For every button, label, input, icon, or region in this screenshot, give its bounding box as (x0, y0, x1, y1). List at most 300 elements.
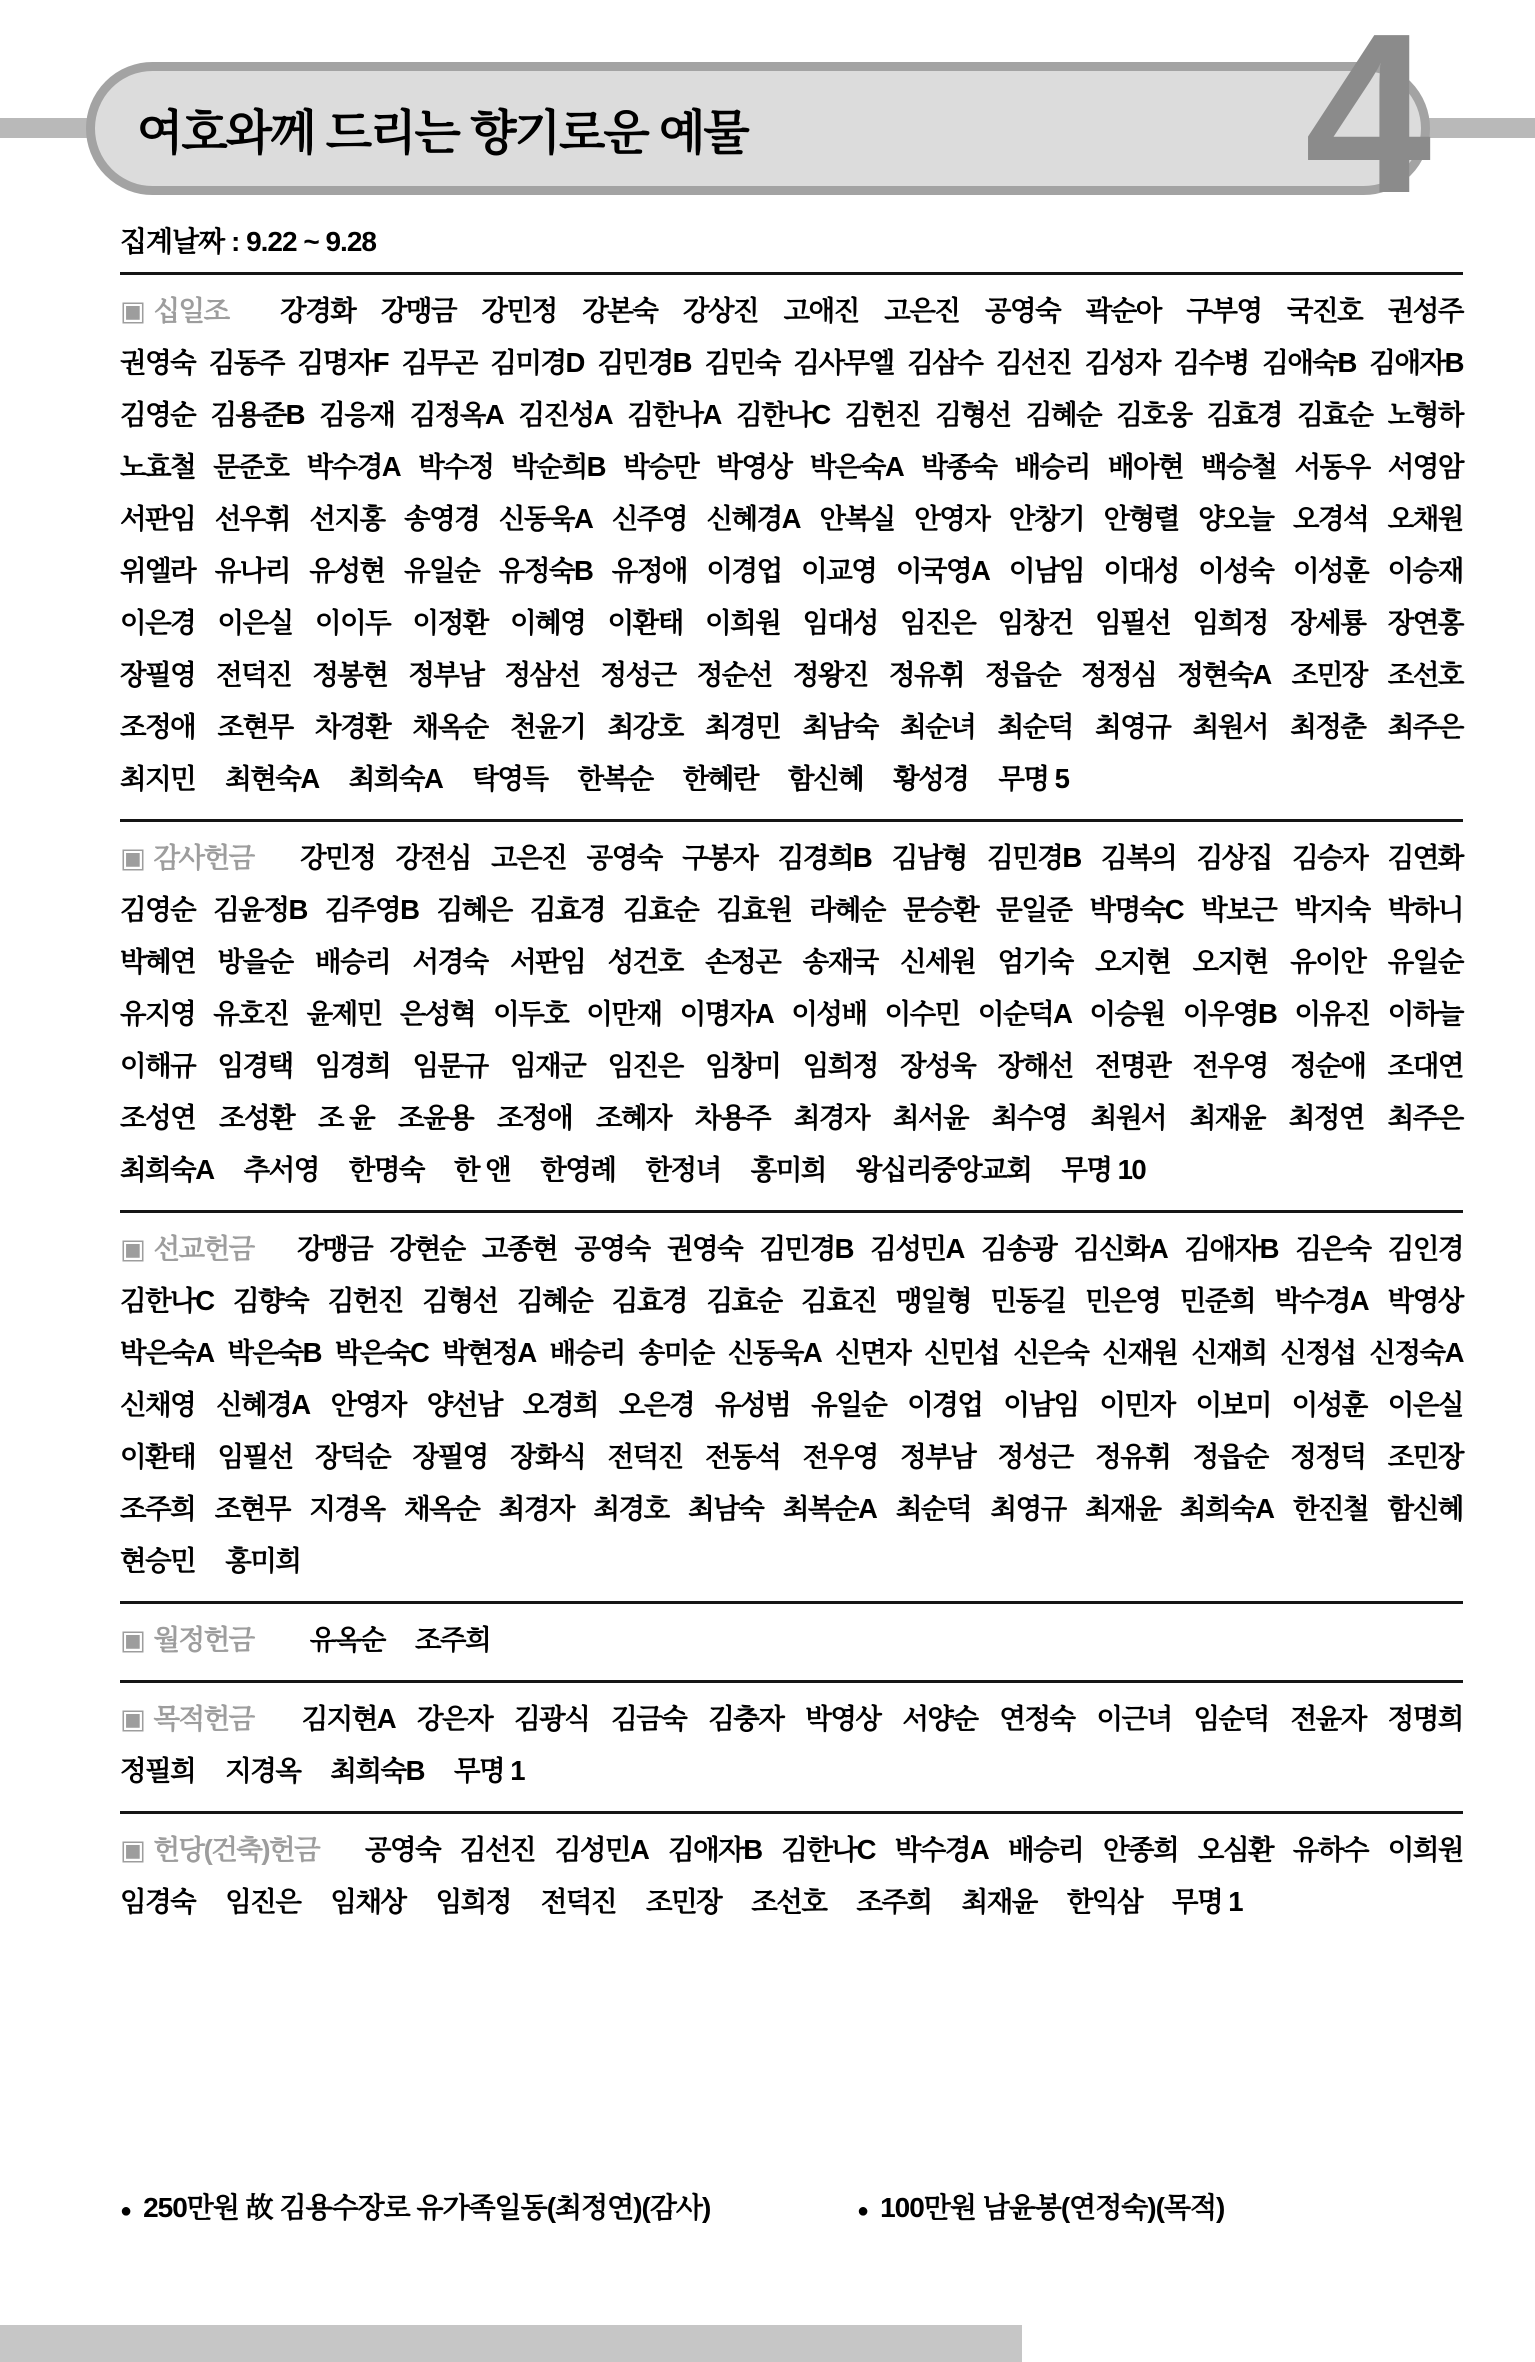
donor-name: 김혜순 (1025, 399, 1102, 430)
donor-name: 유지영 (120, 998, 196, 1029)
donor-name: 오지현 (1192, 946, 1268, 977)
donor-name: 조대연 (1387, 1050, 1463, 1081)
donor-name: 채옥순 (412, 711, 488, 742)
donor-name: 최희숙A (1179, 1493, 1274, 1524)
donor-name: 장연홍 (1387, 607, 1463, 638)
donor-name: 박현정A (442, 1337, 536, 1368)
page-number-badge: 4 (1304, 0, 1432, 241)
donor-name: 최원서 (1192, 711, 1268, 742)
donor-name: 정현숙A (1177, 659, 1271, 690)
donor-name: 최원서 (1090, 1102, 1166, 1133)
donor-name: 정성근 (600, 659, 676, 690)
donor-name: 이희원 (705, 607, 781, 638)
donor-name: 김헌진 (327, 1285, 403, 1316)
donor-name: 안영자 (330, 1389, 406, 1420)
donor-name: 박수경A (894, 1834, 989, 1865)
donor-name: 신주영 (611, 503, 687, 534)
donor-name: 김형선 (422, 1285, 498, 1316)
donor-name: 강상진 (682, 295, 759, 326)
donor-name: 임순덕 (1193, 1703, 1269, 1734)
donor-name: 강현순 (389, 1233, 465, 1264)
donor-name: 강민정 (481, 295, 557, 326)
donor-name: 박영상 (805, 1703, 881, 1734)
section-label-text: 헌당(건축)헌금 (153, 1834, 320, 1865)
donor-name: 전명관 (1095, 1050, 1171, 1081)
donor-name: 박명숙C (1089, 894, 1184, 925)
donor-name: 조선호 (1387, 659, 1463, 690)
donor-name: 배아현 (1107, 451, 1184, 482)
name-row (120, 337, 1463, 389)
donor-name: 홍미희 (225, 1545, 301, 1576)
donor-name: 이교영 (801, 555, 877, 586)
donor-name: 조민장 (646, 1886, 722, 1917)
donor-name: 정부남 (900, 1441, 976, 1472)
name-row (120, 545, 1463, 597)
donor-name: 최영규 (1095, 711, 1171, 742)
donor-name: 김애자B (668, 1834, 762, 1865)
donor-name: 김신화A (1073, 1233, 1168, 1264)
donor-name: 이경업 (907, 1389, 983, 1420)
name-row (120, 1745, 1463, 1797)
donor-name: 은성혁 (399, 998, 476, 1029)
donor-name: 권영숙 (120, 347, 196, 378)
donor-name: 강은자 (417, 1703, 493, 1734)
donor-name: 유성현 (309, 555, 385, 586)
donor-name: 오경희 (522, 1389, 598, 1420)
donor-name: 문준호 (213, 451, 289, 482)
donor-name: 권영숙 (666, 1233, 743, 1264)
donor-name: 정읍순 (984, 659, 1061, 690)
section-marker-icon: ▣ (120, 1834, 145, 1865)
donor-name: 김충자 (708, 1703, 784, 1734)
donor-name: 이은실 (217, 607, 293, 638)
donor-name: 민은영 (1085, 1285, 1161, 1316)
donor-name: 이해규 (120, 1050, 196, 1081)
donor-name: 백승철 (1201, 451, 1277, 482)
donor-name: 임창미 (705, 1050, 781, 1081)
name-row (120, 884, 1463, 936)
donor-name: 최현숙A (225, 763, 319, 794)
donor-name: 조주희 (414, 1624, 491, 1655)
donor-name: 한익삼 (1066, 1886, 1143, 1917)
donor-name: 이성숙 (1198, 555, 1274, 586)
donor-name: 유호진 (213, 998, 289, 1029)
donor-name: 안영자 (914, 503, 990, 534)
donor-name: 최재윤 (961, 1886, 1037, 1917)
offering-section (120, 1811, 1463, 1942)
donor-name: 임희정 (435, 1886, 511, 1917)
donor-name: 이순덕A (977, 998, 1072, 1029)
donor-name: 김효원 (716, 894, 792, 925)
donor-name: 조성연 (120, 1102, 196, 1133)
donor-name: 이환태 (607, 607, 683, 638)
donor-name: 정순선 (696, 659, 772, 690)
donor-name: 손정곤 (705, 946, 781, 977)
donor-name: 박수경A (306, 451, 401, 482)
donor-name: 안창기 (1008, 503, 1085, 534)
name-row (120, 753, 1463, 805)
donor-name: 최경자 (793, 1102, 870, 1133)
name-row (120, 441, 1463, 493)
donor-name: 한진철 (1292, 1493, 1369, 1524)
donor-name: 최희숙B (330, 1755, 424, 1786)
donor-name: 박영상 (1387, 1285, 1463, 1316)
section-label-text: 목적헌금 (153, 1703, 254, 1734)
note-text: 250만원 故 김용수장로 유가족일동(최정연)(감사) (143, 2192, 711, 2223)
donor-name: 이남임 (1003, 1389, 1079, 1420)
donor-name: 김복의 (1101, 842, 1177, 873)
donor-name: 라혜순 (809, 894, 885, 925)
donor-name: 김향숙 (233, 1285, 309, 1316)
donor-name: 정성근 (997, 1441, 1073, 1472)
donor-name: 구봉자 (682, 842, 758, 873)
name-row (120, 1092, 1463, 1144)
donor-name: 지경옥 (225, 1755, 301, 1786)
donor-name: 전동석 (705, 1441, 781, 1472)
donor-name: 채옥순 (404, 1493, 480, 1524)
donor-name: 김삼수 (907, 347, 983, 378)
donor-name: 이만재 (586, 998, 662, 1029)
donor-name: 조 윤 (317, 1102, 375, 1133)
donor-name: 임필선 (1095, 607, 1171, 638)
name-row (120, 1431, 1463, 1483)
donor-name: 정유휘 (1095, 1441, 1171, 1472)
donor-name: 함신혜 (1387, 1493, 1463, 1524)
donor-name: 김한나C (781, 1834, 875, 1865)
donor-name: 신혜경A (216, 1389, 310, 1420)
donor-name: 최희숙A (120, 1154, 214, 1185)
donor-name: 차경환 (315, 711, 391, 742)
donor-name: 김형선 (935, 399, 1011, 430)
donor-name: 이승원 (1089, 998, 1165, 1029)
donor-name: 강전심 (395, 842, 471, 873)
section-label (120, 1693, 254, 1745)
donor-name: 신혜경A (706, 503, 801, 534)
donor-name: 배승리 (1008, 1834, 1084, 1865)
donor-name: 신재희 (1191, 1337, 1267, 1368)
donor-name: 신재원 (1102, 1337, 1178, 1368)
name-row (120, 1223, 1463, 1275)
donor-name: 차용주 (694, 1102, 771, 1133)
name-row (120, 1693, 1463, 1745)
donor-name: 최주은 (1387, 1102, 1463, 1133)
donor-name: 정필희 (120, 1755, 196, 1786)
donor-name: 전덕진 (216, 659, 292, 690)
donor-name: 이성훈 (1291, 1389, 1367, 1420)
donor-name: 선지홍 (309, 503, 385, 534)
donor-name: 정순애 (1290, 1050, 1366, 1081)
donor-name: 오경석 (1292, 503, 1369, 534)
donor-name: 신면자 (835, 1337, 911, 1368)
donor-name: 전우영 (802, 1441, 878, 1472)
donor-name: 김경희B (777, 842, 872, 873)
donor-name: 신채영 (120, 1389, 196, 1420)
donor-name: 배승리 (1014, 451, 1090, 482)
donor-name: 김연화 (1387, 842, 1463, 873)
donor-name: 김민숙 (704, 347, 780, 378)
donor-name: 김금숙 (611, 1703, 687, 1734)
donor-name: 최지민 (120, 763, 196, 794)
donor-name: 박보근 (1201, 894, 1277, 925)
donor-name: 김광식 (514, 1703, 590, 1734)
donor-name: 조민장 (1291, 659, 1367, 690)
donor-name: 김민경B (759, 1233, 854, 1264)
donor-name: 최강호 (607, 711, 683, 742)
donor-name: 김애자B (1184, 1233, 1279, 1264)
donor-name: 김혜순 (517, 1285, 593, 1316)
donor-name: 정부남 (408, 659, 484, 690)
donor-name: 임재군 (510, 1050, 586, 1081)
sections (120, 272, 1463, 1942)
donor-name: 이근녀 (1096, 1703, 1172, 1734)
donor-name: 김성민A (554, 1834, 649, 1865)
donor-name: 장필영 (412, 1441, 488, 1472)
name-row (120, 701, 1463, 753)
donor-name: 탁영득 (472, 763, 548, 794)
donor-name: 김한나C (736, 399, 830, 430)
donor-name: 이은실 (1387, 1389, 1463, 1420)
donor-name: 노효철 (120, 451, 196, 482)
donor-name: 민준희 (1179, 1285, 1256, 1316)
donor-name: 문승환 (902, 894, 979, 925)
offering-section (120, 1210, 1463, 1601)
name-row (120, 1535, 1463, 1587)
section-label (120, 1614, 254, 1666)
donor-name: 최수영 (991, 1102, 1067, 1133)
donor-name: 오지현 (1095, 946, 1171, 977)
donor-name: 강경화 (280, 295, 356, 326)
donor-name: 임필선 (217, 1441, 293, 1472)
donor-name: 임채상 (330, 1886, 406, 1917)
donor-name: 왕십리중앙교회 (855, 1154, 1032, 1185)
donor-name: 임창건 (997, 607, 1073, 638)
donor-name: 김효진 (801, 1285, 877, 1316)
donor-name: 박은숙C (334, 1337, 429, 1368)
donor-name: 김애숙B (1262, 347, 1356, 378)
name-row (120, 285, 1463, 337)
donor-name: 권성주 (1387, 295, 1463, 326)
section-label-text: 월정헌금 (153, 1624, 254, 1655)
section-label (120, 832, 254, 884)
note-item (857, 2186, 1224, 2226)
donor-name: 신동욱A (498, 503, 593, 534)
donor-name: 한영례 (540, 1154, 616, 1185)
name-row (120, 1483, 1463, 1535)
donor-name: 이승재 (1387, 555, 1463, 586)
donor-name: 김송광 (981, 1233, 1057, 1264)
donor-name: 장성욱 (900, 1050, 976, 1081)
donor-name: 장덕순 (315, 1441, 391, 1472)
donor-name: 정왕진 (792, 659, 868, 690)
donor-name: 이우영B (1182, 998, 1277, 1029)
donor-name: 박은숙A (120, 1337, 214, 1368)
donor-name: 이경업 (706, 555, 782, 586)
name-row (120, 1379, 1463, 1431)
section-label (120, 1824, 319, 1876)
donor-name: 송재국 (802, 946, 878, 977)
donor-name: 임희정 (1192, 607, 1268, 638)
donor-name: 연정숙 (999, 1703, 1075, 1734)
donor-name: 구부영 (1186, 295, 1262, 326)
donor-name: 무명 10 (1061, 1154, 1146, 1185)
donor-name: 김영순 (120, 399, 196, 430)
donor-name: 김효경 (529, 894, 606, 925)
donor-name: 무명 1 (453, 1755, 525, 1786)
donor-name: 정삼선 (504, 659, 580, 690)
donor-name: 공영숙 (574, 1233, 650, 1264)
donor-name: 정명희 (1387, 1703, 1463, 1734)
footer-stripe (0, 2325, 1022, 2362)
donor-name: 김응재 (319, 399, 395, 430)
donor-name: 이대성 (1103, 555, 1179, 586)
donor-name: 정정덕 (1290, 1441, 1366, 1472)
offering-section (120, 819, 1463, 1210)
section-label (120, 285, 229, 337)
note-text: 100만원 남윤봉(연정숙)(목적) (880, 2192, 1225, 2223)
donor-name: 천윤기 (510, 711, 586, 742)
donor-name: 김사무엘 (793, 347, 894, 378)
donor-name: 김호웅 (1116, 399, 1192, 430)
donor-name: 송영경 (404, 503, 480, 534)
bullet-icon: ● (857, 2200, 869, 2222)
note-item (120, 2186, 710, 2226)
donor-name: 공영숙 (984, 295, 1061, 326)
donor-name: 이하늘 (1387, 998, 1463, 1029)
donor-name: 김효순 (623, 894, 699, 925)
donor-name: 임대성 (802, 607, 878, 638)
donor-name: 안종희 (1102, 1834, 1179, 1865)
donor-name: 김헌진 (844, 399, 921, 430)
donor-name: 박하니 (1387, 894, 1463, 925)
donor-name: 박혜연 (120, 946, 196, 977)
donor-name: 최정춘 (1290, 711, 1366, 742)
donor-name: 김승자 (1292, 842, 1368, 873)
donor-name: 조윤용 (397, 1102, 474, 1133)
donor-name: 박영상 (716, 451, 792, 482)
donor-name: 임희정 (802, 1050, 878, 1081)
donor-name: 맹일형 (895, 1285, 972, 1316)
donor-name: 김한나C (120, 1285, 214, 1316)
donor-name: 김수병 (1173, 347, 1249, 378)
donor-name: 배승리 (315, 946, 391, 977)
donor-name: 신민섭 (924, 1337, 1000, 1368)
donor-name: 곽순아 (1085, 295, 1161, 326)
donor-name: 현승민 (120, 1545, 196, 1576)
donor-name: 김동주 (208, 347, 284, 378)
donor-name: 이남임 (1008, 555, 1085, 586)
donor-name: 민동길 (990, 1285, 1066, 1316)
name-row (120, 649, 1463, 701)
donor-name: 신정섭 (1280, 1337, 1356, 1368)
donor-name: 최경자 (498, 1493, 574, 1524)
donor-name: 무명 1 (1172, 1886, 1243, 1917)
donor-name: 추서영 (243, 1154, 319, 1185)
donor-name: 이혜영 (510, 607, 586, 638)
donor-name: 서판임 (510, 946, 586, 977)
donor-name: 서경숙 (412, 946, 488, 977)
donor-name: 이정환 (412, 607, 488, 638)
donor-name: 이희원 (1387, 1834, 1463, 1865)
donor-name: 공영숙 (364, 1834, 441, 1865)
donor-name: 김영순 (120, 894, 196, 925)
donor-name: 김선진 (459, 1834, 536, 1865)
name-row (120, 1614, 1463, 1666)
donor-name: 유이안 (1290, 946, 1366, 977)
donor-name: 정읍순 (1192, 1441, 1268, 1472)
donor-name: 유일순 (1387, 946, 1463, 977)
page-title: 여호와께 드리는 향기로운 예물 (137, 107, 748, 160)
donor-name: 조민장 (1387, 1441, 1463, 1472)
donor-name: 임경숙 (120, 1886, 196, 1917)
donor-name: 송미순 (638, 1337, 714, 1368)
donor-name: 신정숙A (1369, 1337, 1463, 1368)
donor-name: 최복순A (782, 1493, 877, 1524)
donor-name: 최순녀 (900, 711, 976, 742)
section-label-text: 십일조 (153, 295, 229, 326)
donor-name: 강맹금 (380, 295, 457, 326)
name-row (120, 936, 1463, 988)
donor-name: 최영규 (990, 1493, 1066, 1524)
donor-name: 정유휘 (888, 659, 965, 690)
name-row (120, 597, 1463, 649)
donor-name: 조정애 (496, 1102, 573, 1133)
donor-name: 김주영B (324, 894, 419, 925)
donor-name: 이보미 (1195, 1389, 1271, 1420)
donor-name: 강본숙 (582, 295, 658, 326)
donor-name: 김지현A (301, 1703, 396, 1734)
bullet-icon: ● (120, 2200, 132, 2222)
donor-name: 정정심 (1081, 659, 1157, 690)
donor-name: 전우영 (1192, 1050, 1268, 1081)
donor-name: 조주희 (856, 1886, 932, 1917)
donor-name: 안복실 (819, 503, 895, 534)
donor-name: 이국영A (895, 555, 990, 586)
section-marker-icon: ▣ (120, 1624, 145, 1655)
donor-name: 김성민A (870, 1233, 964, 1264)
donor-name: 함신혜 (787, 763, 864, 794)
donor-name: 노형하 (1387, 399, 1463, 430)
donor-name: 이은경 (120, 607, 196, 638)
donor-name: 이민자 (1099, 1389, 1175, 1420)
donor-name: 유하수 (1292, 1834, 1369, 1865)
donor-name: 박은숙B (227, 1337, 321, 1368)
donor-name: 유정애 (611, 555, 687, 586)
donor-name: 김민경B (987, 842, 1081, 873)
donor-name: 김선진 (995, 347, 1072, 378)
donor-name: 지경옥 (309, 1493, 385, 1524)
donor-name: 유정숙B (498, 555, 593, 586)
donor-name: 조주희 (120, 1493, 196, 1524)
name-row (120, 1275, 1463, 1327)
donor-name: 강민정 (300, 842, 376, 873)
donor-name: 고은진 (884, 295, 960, 326)
donor-name: 고애진 (783, 295, 859, 326)
section-marker-icon: ▣ (120, 842, 145, 873)
donor-name: 조현무 (217, 711, 293, 742)
donor-name: 양선남 (426, 1389, 502, 1420)
donor-name: 최경민 (705, 711, 781, 742)
name-row (120, 1876, 1463, 1928)
donor-name: 성건호 (607, 946, 683, 977)
donor-name: 서판임 (120, 503, 196, 534)
donor-name: 방을순 (217, 946, 293, 977)
donor-name: 임경희 (315, 1050, 391, 1081)
donor-name: 임진은 (900, 607, 976, 638)
donor-name: 박순희B (511, 451, 606, 482)
donor-name: 김효순 (706, 1285, 782, 1316)
donor-name: 한 앤 (453, 1154, 511, 1185)
name-row (120, 1144, 1463, 1196)
